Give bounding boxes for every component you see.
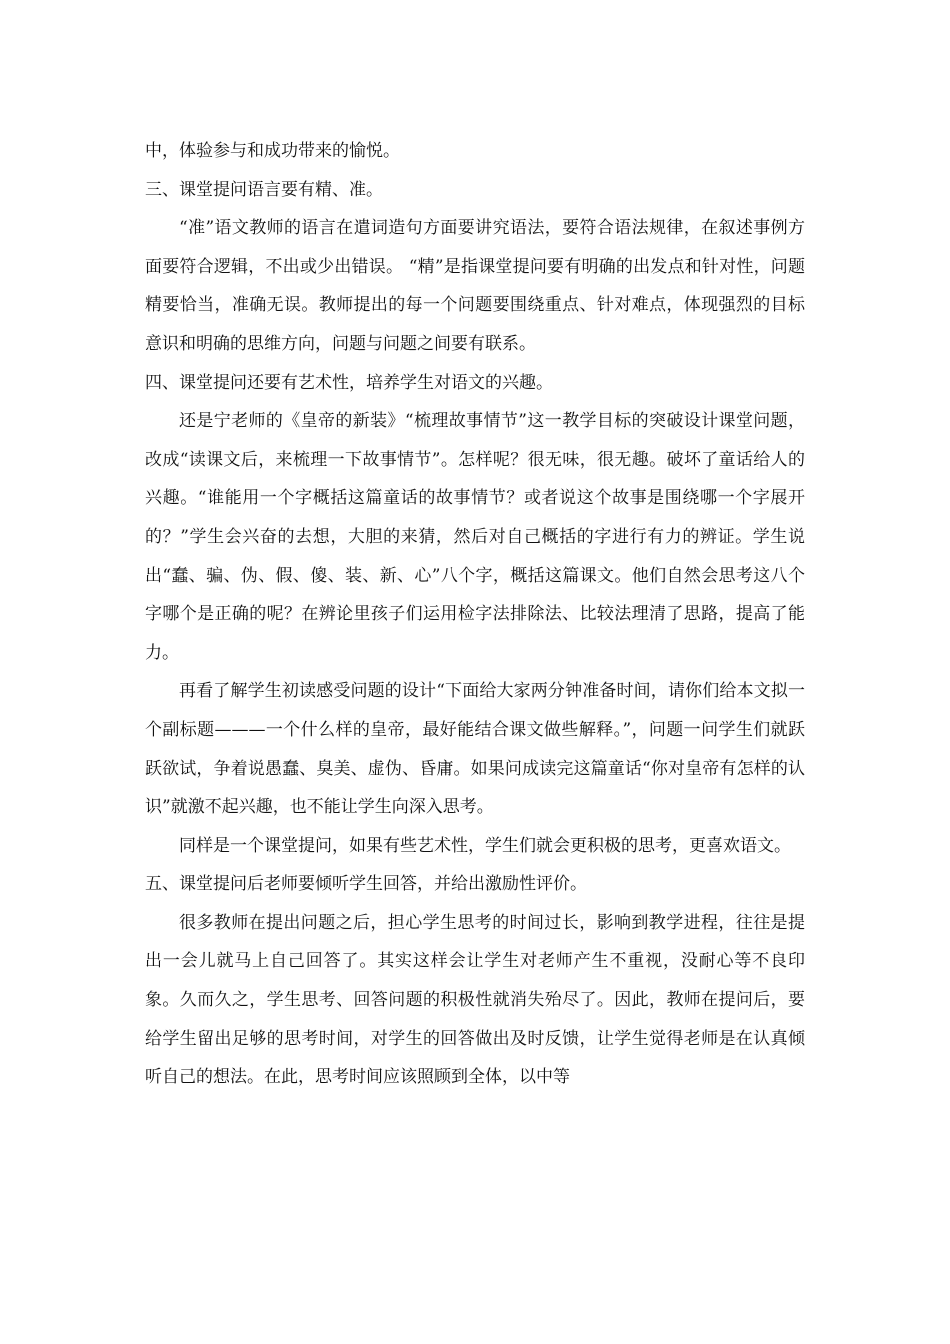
section-heading-4: 四、课堂提问还要有艺术性，培养学生对语文的兴趣。 [145,372,553,393]
paragraph-subtitle-question: 再看了解学生初读感受问题的设计“下面给大家两分钟准备时间，请你们给本文拟一个副标题———一个什么样的皇帝，最好能结合课文做些解释。”，问题一问学生们就跃跃欲试，争着说愚蠢、臭美、虚伪、昏庸。如果问成读完这篇童话“你对皇帝有怎样的认识”就激不起兴趣，也不能让学生向深入思考。 [145,681,805,818]
paragraph-precision: “准”语文教师的语言在遣词造句方面要讲究语法，要符合语法规律，在叙述事例方面要符合逻辑，不出或少出错误。 “精”是指课堂提问要有明确的出发点和针对性，问题精要恰当，准确无误。教师提出的每一个问题要围绕重点、针对难点，体现强烈的目标意识和明确的思维方向，问题与问题之间要有联系。 [145,218,805,354]
paragraph-emperor-example: 还是宁老师的《皇帝的新装》“梳理故事情节”这一教学目标的突破设计课堂问题，改成“读课文后，来梳理一下故事情节”。怎样呢？很无味，很无趣。破坏了童话给人的兴趣。“谁能用一个字概括这篇童话的故事情节？或者说这个故事是围绕哪一个字展开的？”学生会兴奋的去想，大胆的来猜，然后对自己概括的字进行有力的辨证。学生说出“蠢、骗、伪、假、傻、装、新、心”八个字，概括这篇课文。他们自然会思考这八个字哪个是正确的呢？在辨论里孩子们运用检字法排除法、比较法理清了思路，提高了能力。 [145,411,805,663]
paragraph-artistry: 同样是一个课堂提问，如果有些艺术性，学生们就会更积极的思考，更喜欢语文。 [179,835,791,856]
document-body [145,132,805,1097]
section-heading-3: 三、课堂提问语言要有精、准。 [145,179,383,200]
paragraph-listening: 很多教师在提出问题之后，担心学生思考的时间过长，影响到教学进程，往往是提出一会儿就马上自己回答了。其实这样会让学生对老师产生不重视，没耐心等不良印象。久而久之，学生思考、回答问题的积极性就消失殆尽了。因此，教师在提问后，要给学生留出足够的思考时间，对学生的回答做出及时反馈，让学生觉得老师是在认真倾听自己的想法。在此，思考时间应该照顾到全体，以中等 [145,912,805,1088]
section-heading-5: 五、课堂提问后老师要倾听学生回答，并给出激励性评价。 [145,874,587,895]
paragraph-continuation: 中，体验参与和成功带来的愉悦。 [145,141,400,161]
